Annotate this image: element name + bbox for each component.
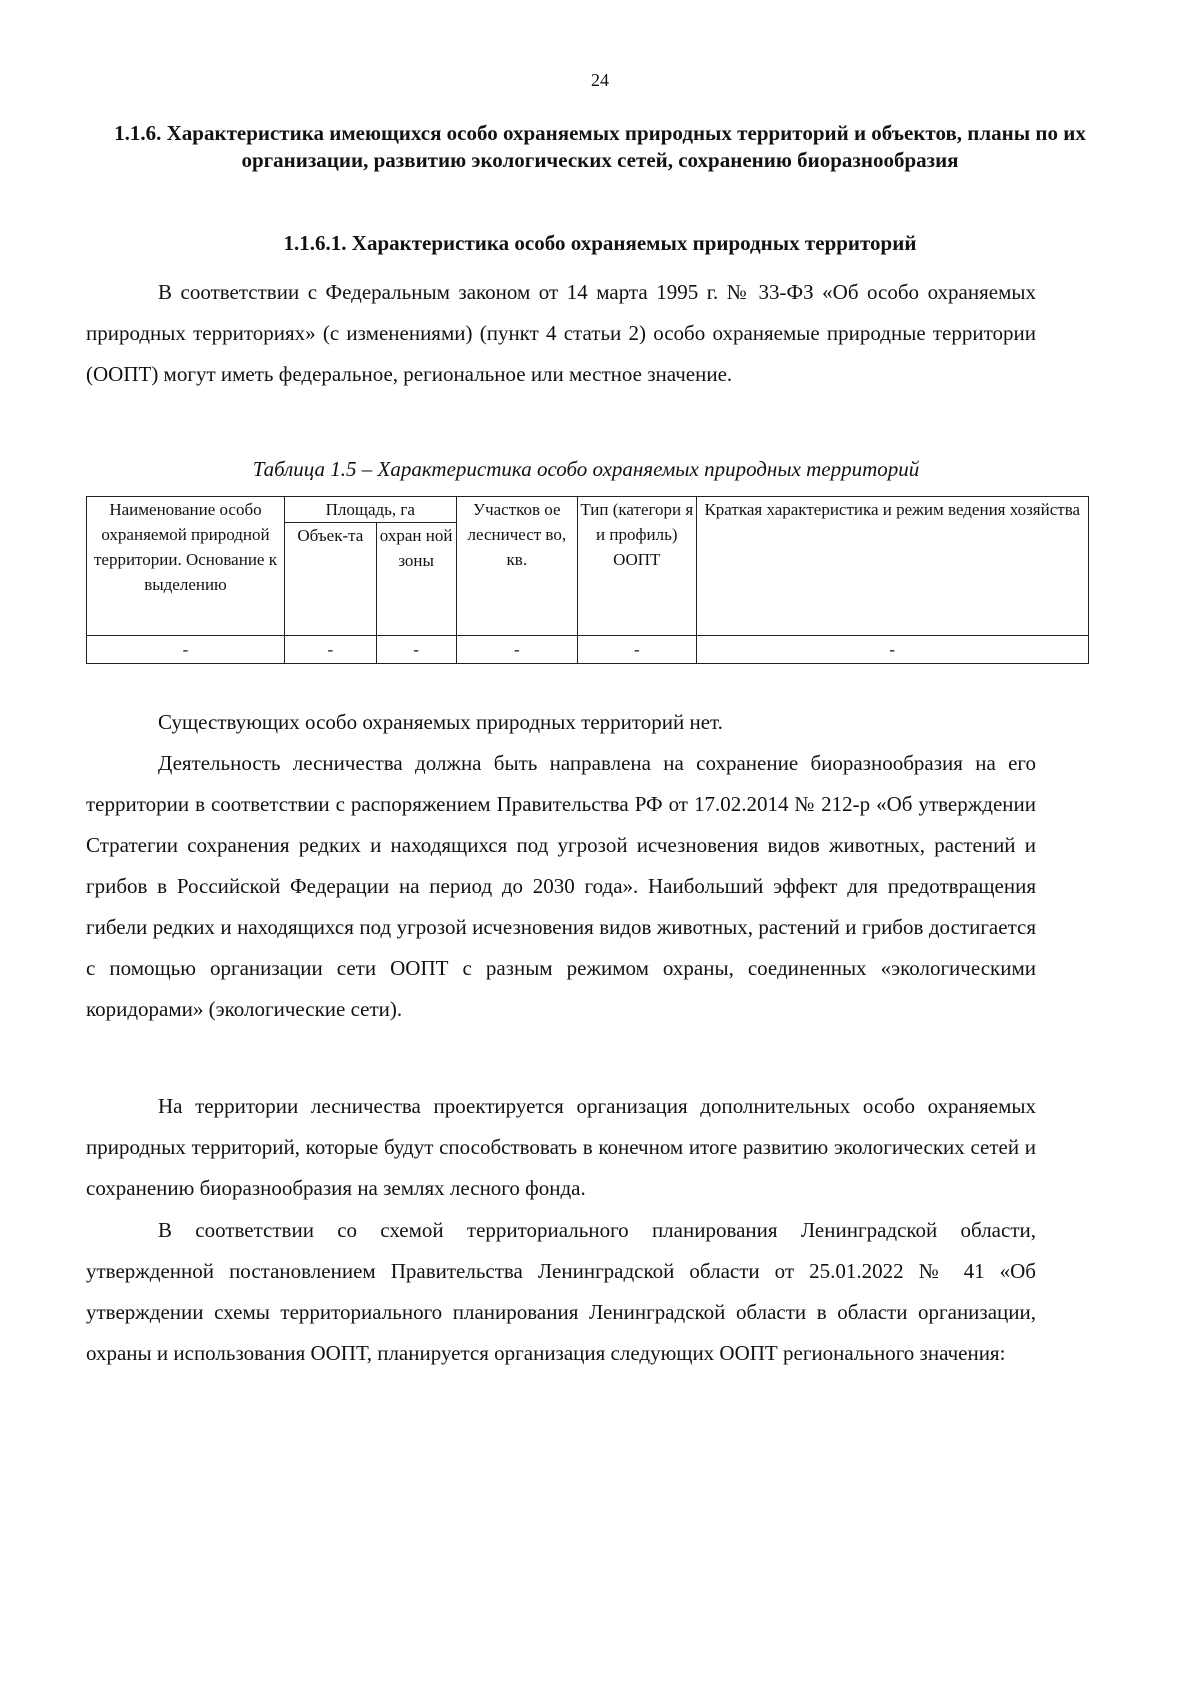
table-cell: - bbox=[456, 636, 578, 664]
table-row bbox=[87, 636, 1089, 664]
table-header-row bbox=[87, 497, 1089, 523]
table-cell: - bbox=[284, 636, 376, 664]
subsection-heading: 1.1.6.1. Характеристика особо охраняемых природных территорий bbox=[283, 231, 917, 255]
table-cell: - bbox=[87, 636, 285, 664]
header-area: Площадь, га bbox=[284, 497, 456, 523]
header-area-protected: охран ной зоны bbox=[376, 523, 456, 636]
paragraph-no-oopt: Существующих особо охраняемых природных территорий нет. bbox=[158, 710, 723, 734]
paragraph-planned-oopt: На территории лесничества проектируется организация дополнительных особо охраняемых природных территорий, которые будут способствовать в конечном итоге развитию экологических сетей и сохранению биоразнообразия на землях лесного фонда. bbox=[86, 1094, 1036, 1200]
paragraph-territorial-planning: В соответствии со схемой территориального планирования Ленинградской области, утвержденной постановлением Правительства Ленинградской области от 25.01.2022 № 41 «Об утверждении схемы территориального планирования Ленинградской области в области организации, охраны и использования ООПТ, планируется организация следующих ООПТ регионального значения: bbox=[86, 1218, 1036, 1365]
page-number: 24 bbox=[591, 70, 609, 90]
table-cell: - bbox=[578, 636, 696, 664]
table-cell: - bbox=[696, 636, 1089, 664]
header-name: Наименование особо охраняемой природной территории. Основание к выделению bbox=[87, 497, 285, 636]
paragraph-law-reference: В соответствии с Федеральным законом от 14 марта 1995 г. № 33-ФЗ «Об особо охраняемых природных территориях» (с изменениями) (пункт 4 статьи 2) особо охраняемые природные территории (ООПТ) могут иметь федеральное, региональное или местное значение. bbox=[86, 280, 1036, 386]
header-area-object: Объек-та bbox=[284, 523, 376, 636]
header-description: Краткая характеристика и режим ведения хозяйства bbox=[696, 497, 1089, 636]
header-sites: Участков ое лесничест во, кв. bbox=[456, 497, 578, 636]
table-caption: Таблица 1.5 – Характеристика особо охраняемых природных территорий bbox=[252, 457, 920, 481]
header-type: Тип (категори я и профиль) ООПТ bbox=[578, 497, 696, 636]
oopt-table bbox=[86, 496, 1089, 664]
paragraph-biodiversity: Деятельность лесничества должна быть направлена на сохранение биоразнообразия на его территории в соответствии с распоряжением Правительства РФ от 17.02.2014 № 212-р «Об утверждении Стратегии сохранения редких и находящихся под угрозой исчезновения видов животных, растений и грибов в Российской Федерации на период до 2030 года». Наибольший эффект для предотвращения гибели редких и находящихся под угрозой исчезновения видов животных, растений и грибов достигается с помощью организации сети ООПТ с разным режимом охраны, соединенных «экологическими коридорами» (экологические сети). bbox=[86, 751, 1036, 1021]
section-heading: 1.1.6. Характеристика имеющихся особо охраняемых природных территорий и объектов, планы по их организации, развитию экологических сетей, сохранению биоразнообразия bbox=[114, 121, 1086, 172]
table-cell: - bbox=[376, 636, 456, 664]
